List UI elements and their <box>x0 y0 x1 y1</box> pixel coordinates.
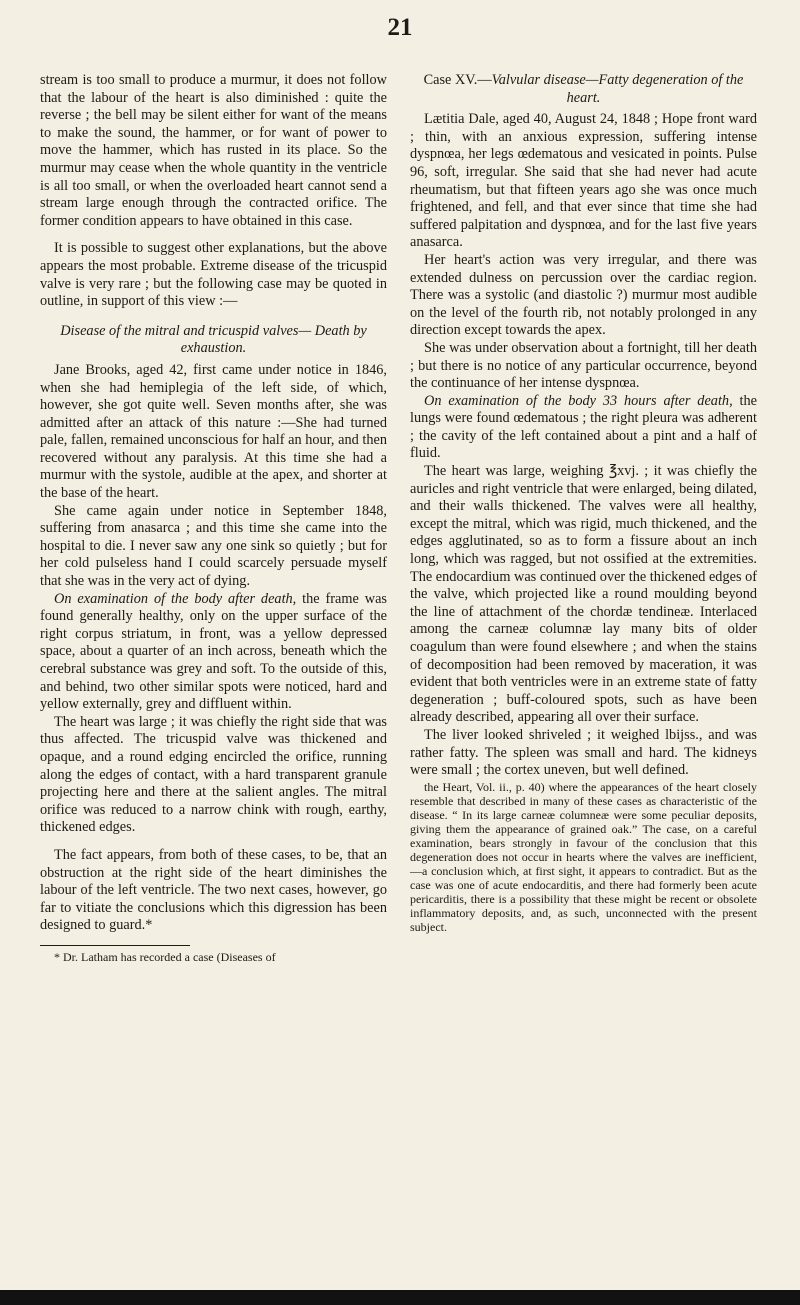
case-label: Case XV.— <box>423 72 492 88</box>
right-paragraph-3: She was under observation about a fortnight, till her death ; but there is no notice of any particular occurrence, beyond the continuance of her intense dyspnœa. <box>410 339 757 392</box>
left-paragraph-4: She came again under notice in September 1848, suffering from anasarca ; and this time she came into the hospital to die. I never saw any one sink so quietly ; but for her cold pulseless hand I could scarcely persuade myself that she was in the very act of dying. <box>40 502 387 590</box>
right-column <box>410 72 757 934</box>
footnote-divider <box>40 945 190 946</box>
right-paragraph-6: The liver looked shriveled ; it weighed lbijss., and was rather fatty. The spleen was small and hard. The kidneys were small ; the cortex uneven, but well defined. <box>410 726 757 779</box>
examination-text: the frame was found generally healthy, only on the upper surface of the right corpus striatum, in front, was a yellow depressed space, about a quarter of an inch across, beneath which the cerebral substance was grey and soft. To the outside of this, and behind, two other similar spots were noticed, hard and yellow externally, grey and diffluent within. <box>40 590 387 713</box>
section-heading-mitral-tricuspid: Disease of the mitral and tricuspid valves— Death by exhaustion. <box>60 322 367 357</box>
left-paragraph-7: The fact appears, from both of these cases, to be, that an obstruction at the right side of the heart diminishes the labour of the left ventricle. The two next cases, however, go far to vitiate the conclusions which this digression has been designed to guard.* <box>40 846 387 934</box>
footnote-right: the Heart, Vol. ii., p. 40) where the appearances of the heart closely resemble that described in many of these cases as characteristic of the disease. “ In its large carneæ columneæ were some peculiar deposits, giving them the appearance of grained oak.” The case, on a careful examination, bears strongly in favour of the conclusion that this degeneration does not occur in hearts where the valves are inefficient,—a conclusion which, at first sight, it appears to contradict. But as the case was one of acute endocarditis, and there had formerly been acute pericarditis, there is a possibility that these might be recent or obsolete inflammatory deposits, and, as such, unconnected with the present subject. <box>410 779 757 934</box>
examination-lead-italic: On examination of the body 33 hours after death, <box>424 392 733 409</box>
examination-text: the lungs were found œdematous ; the right pleura was adherent ; the cavity of the left contained about a pint and a half of fluid. <box>410 392 757 462</box>
footnote-left: * Dr. Latham has recorded a case (Diseases of <box>54 949 276 964</box>
left-paragraph-2: It is possible to suggest other explanations, but the above appears the most probable. Extreme disease of the tricuspid valve is very rare ; but the following case may be quoted in outline, in support of this view :— <box>40 240 387 310</box>
right-paragraph-4 <box>410 393 757 463</box>
right-paragraph-2: Her heart's action was very irregular, and there was extended dulness on percussion over the cardiac region. There was a systolic (and diastolic ?) murmur most audible on the level of the fourth rib, not notably prolonged in any direction except towards the apex. <box>410 251 757 339</box>
examination-lead-italic: On examination of the body after death, <box>54 590 297 607</box>
left-paragraph-3: Jane Brooks, aged 42, first came under notice in 1846, when she had hemiplegia of the left side, of which, however, she got quite well. Seven months after, she was admitted after an attack of this nature :—She had turned pale, fallen, remained unconscious for half an hour, and then recovered without any paralysis. At this time she had a murmur with the systole, audible at the apex, and shorter at the base of the heart. <box>40 361 387 502</box>
scan-bottom-edge <box>0 1290 800 1305</box>
right-paragraph-5: The heart was large, weighing ℥xvj. ; it was chiefly the auricles and right ventricle that were enlarged, being dilated, and their walls thickened. The valves were all healthy, except the mitral, which was rigid, much thickened, and the edges agglutinated, so as to form a fissure about an inch long, which was ragged, but not ossified at the extremities. The endocardium was continued over the thickened edges of the valve, which projected like a round moulding beyond the line of attachment of the chordæ tendineæ. Interlaced among the carneæ columnæ lay many bits of older coagulum than were found elsewhere ; and when the stains of decomposition had been removed by maceration, it was evident that both ventricles were in an extreme state of fatty degeneration ; buff-coloured spots, such as have been already described, appearing all over their surface. <box>410 463 757 726</box>
left-paragraph-5 <box>40 591 387 714</box>
case-heading <box>410 72 757 107</box>
case-title: Valvular disease—Fatty degeneration of the heart. <box>491 72 744 106</box>
right-paragraph-1: Lætitia Dale, aged 40, August 24, 1848 ; Hope front ward ; thin, with an anxious expression, suffering intense dyspnœa, her legs œdematous and vesicated in points. Pulse 96, soft, irregular. She said that she had never had acute rheumatism, but that fifteen years ago she was once much frightened, and fell, and that ever since that time she had suffered palpitation and dyspnœa, and for the last five years anasarca. <box>410 111 757 251</box>
left-paragraph-6: The heart was large ; it was chiefly the right side that was thus affected. The tricuspid valve was thickened and opaque, and a round edging encircled the orifice, running along the edges of contact, with a hard transparent granule projecting here and there at the salient angles. The mitral orifice was reduced to a narrow chink with rough, earthy, thickened edges. <box>40 713 387 836</box>
left-column <box>40 72 387 964</box>
page-number: 21 <box>387 14 413 41</box>
left-paragraph-1: stream is too small to produce a murmur, it does not follow that the labour of the heart is also diminished : quite the reverse ; the bell may be silent either for want of the means to make the sound, the hammer, or for want of power to move the hammer, which has rusted in its place. So the murmur may cease when the whole quantity in the ventricle is all too small, or when the overloaded heart cannot send a stream large enough through the contracted orifice. The former condition appears to have obtained in this case. <box>40 72 387 229</box>
